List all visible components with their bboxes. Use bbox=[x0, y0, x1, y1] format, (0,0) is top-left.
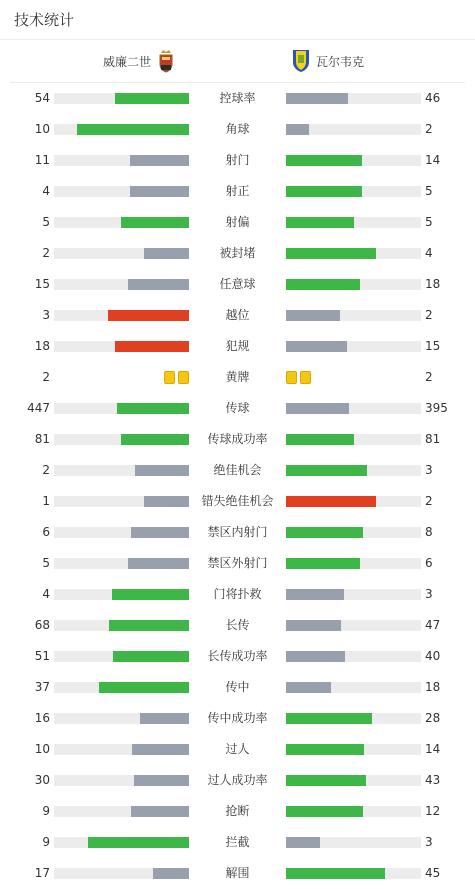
away-stat-bar bbox=[286, 651, 421, 662]
home-stat-value: 4 bbox=[42, 184, 50, 198]
stat-label: 过人 bbox=[225, 742, 250, 756]
away-stat-bar-fill bbox=[286, 713, 372, 724]
home-stat-bar-fill bbox=[113, 651, 189, 662]
home-stat-bar-fill bbox=[121, 217, 189, 228]
stat-row bbox=[0, 331, 475, 362]
home-stat-bar bbox=[54, 682, 189, 693]
away-stat-bar-fill bbox=[286, 682, 331, 693]
home-stat-bar bbox=[54, 93, 189, 104]
home-stat-value: 9 bbox=[42, 804, 50, 818]
away-stat-bar-fill bbox=[286, 186, 362, 197]
home-stat-bar-fill bbox=[77, 124, 189, 135]
away-stat-bar-fill bbox=[286, 403, 349, 414]
stat-label: 被封堵 bbox=[219, 246, 256, 260]
home-stat-value: 2 bbox=[42, 463, 50, 477]
away-stat-bar-fill bbox=[286, 93, 348, 104]
away-stat-value: 18 bbox=[425, 680, 441, 694]
home-stat-bar bbox=[54, 496, 189, 507]
away-stat-bar-fill bbox=[286, 310, 340, 321]
home-stat-value: 11 bbox=[34, 153, 50, 167]
home-stat-bar-fill bbox=[130, 155, 189, 166]
home-stat-bar bbox=[54, 775, 189, 786]
stat-row bbox=[0, 548, 475, 579]
away-team-name: 瓦尔韦克 bbox=[316, 54, 365, 69]
away-stat-value: 5 bbox=[425, 215, 433, 229]
home-stat-value: 18 bbox=[34, 339, 50, 353]
away-stat-bar-fill bbox=[286, 868, 385, 879]
home-stat-value: 10 bbox=[34, 122, 50, 136]
away-stat-value: 43 bbox=[425, 773, 441, 787]
away-stat-value: 40 bbox=[425, 649, 441, 663]
home-stat-bar bbox=[54, 341, 189, 352]
home-team-name: 威廉二世 bbox=[102, 54, 151, 69]
away-stat-value: 2 bbox=[425, 122, 433, 136]
stat-row bbox=[0, 672, 475, 703]
stat-label: 错失绝佳机会 bbox=[201, 494, 274, 508]
away-stat-bar-fill bbox=[286, 248, 376, 259]
home-stat-bar bbox=[54, 558, 189, 569]
rkc-waalwijk-crest-icon bbox=[292, 49, 310, 73]
away-stat-bar bbox=[286, 186, 421, 197]
away-stat-bar bbox=[286, 713, 421, 724]
away-stat-bar bbox=[286, 403, 421, 414]
stat-label: 传中成功率 bbox=[207, 711, 268, 725]
away-stat-value: 14 bbox=[425, 153, 441, 167]
home-stat-bar-fill bbox=[88, 837, 189, 848]
stat-row bbox=[0, 734, 475, 765]
home-stat-bar-fill bbox=[144, 248, 189, 259]
stat-label: 射偏 bbox=[225, 215, 250, 229]
away-stat-bar-fill bbox=[286, 775, 366, 786]
stat-label: 越位 bbox=[225, 308, 250, 322]
home-stat-value: 2 bbox=[42, 370, 50, 384]
home-stat-bar bbox=[54, 217, 189, 228]
stat-row bbox=[0, 827, 475, 858]
away-stat-bar-fill bbox=[286, 341, 347, 352]
away-stat-bar bbox=[286, 868, 421, 879]
home-stat-bar-fill bbox=[140, 713, 189, 724]
away-stat-bar-fill bbox=[286, 651, 345, 662]
home-stat-value: 81 bbox=[34, 432, 50, 446]
stat-label: 射门 bbox=[225, 153, 250, 167]
away-stat-bar bbox=[286, 558, 421, 569]
home-stat-bar-fill bbox=[121, 434, 189, 445]
section-header bbox=[0, 0, 475, 40]
away-stat-bar bbox=[286, 837, 421, 848]
away-stat-value: 4 bbox=[425, 246, 433, 260]
stat-label: 射正 bbox=[225, 184, 250, 198]
stat-row bbox=[0, 610, 475, 641]
home-stat-value: 17 bbox=[34, 866, 50, 880]
away-stat-bar-fill bbox=[286, 496, 376, 507]
stat-label: 任意球 bbox=[219, 277, 256, 291]
stat-row bbox=[0, 424, 475, 455]
away-stat-value: 5 bbox=[425, 184, 433, 198]
yellow-card-icon bbox=[178, 371, 189, 384]
home-stat-value: 9 bbox=[42, 835, 50, 849]
home-stat-bar-fill bbox=[135, 465, 189, 476]
home-stat-value: 6 bbox=[42, 525, 50, 539]
away-stat-bar-fill bbox=[286, 806, 363, 817]
home-stat-bar bbox=[54, 589, 189, 600]
stat-row bbox=[0, 858, 475, 889]
home-stat-value: 1 bbox=[42, 494, 50, 508]
away-stat-bar bbox=[286, 775, 421, 786]
home-stat-value: 54 bbox=[34, 91, 50, 105]
home-stat-bar bbox=[54, 124, 189, 135]
home-team[interactable] bbox=[103, 40, 175, 82]
home-stat-value: 2 bbox=[42, 246, 50, 260]
away-stat-bar bbox=[286, 279, 421, 290]
stat-row bbox=[0, 641, 475, 672]
stat-label: 传中 bbox=[225, 680, 250, 694]
away-stat-bar bbox=[286, 310, 421, 321]
home-stat-bar bbox=[54, 279, 189, 290]
home-stat-bar-fill bbox=[109, 620, 189, 631]
away-stat-bar-fill bbox=[286, 589, 344, 600]
home-stat-bar bbox=[54, 310, 189, 321]
away-stat-bar bbox=[286, 682, 421, 693]
stat-label: 传球成功率 bbox=[207, 432, 268, 446]
home-stat-bar-fill bbox=[115, 93, 189, 104]
home-stat-bar-fill bbox=[134, 775, 189, 786]
willem-ii-crest-icon bbox=[157, 49, 175, 73]
away-stat-bar-fill bbox=[286, 434, 354, 445]
home-stat-bar bbox=[54, 403, 189, 414]
away-stat-bar bbox=[286, 93, 421, 104]
away-stat-value: 395 bbox=[425, 401, 448, 415]
away-stat-value: 3 bbox=[425, 587, 433, 601]
away-stat-bar-fill bbox=[286, 837, 320, 848]
home-stat-value: 51 bbox=[34, 649, 50, 663]
home-stat-value: 447 bbox=[27, 401, 50, 415]
stat-row bbox=[0, 455, 475, 486]
home-stat-value: 5 bbox=[42, 556, 50, 570]
away-stat-value: 3 bbox=[425, 835, 433, 849]
stat-label: 抢断 bbox=[225, 804, 250, 818]
home-stat-bar bbox=[54, 837, 189, 848]
home-stat-bar-fill bbox=[153, 868, 189, 879]
away-stat-bar bbox=[286, 341, 421, 352]
away-stat-bar-fill bbox=[286, 465, 367, 476]
away-stat-value: 15 bbox=[425, 339, 441, 353]
away-stat-bar bbox=[286, 589, 421, 600]
stat-row bbox=[0, 176, 475, 207]
stat-row bbox=[0, 362, 475, 393]
home-stat-value: 3 bbox=[42, 308, 50, 322]
home-stat-value: 16 bbox=[34, 711, 50, 725]
away-stat-bar-fill bbox=[286, 155, 362, 166]
away-stat-bar bbox=[286, 620, 421, 631]
away-stat-bar bbox=[286, 744, 421, 755]
away-stat-value: 8 bbox=[425, 525, 433, 539]
stat-label: 长传 bbox=[225, 618, 250, 632]
away-stat-value: 46 bbox=[425, 91, 441, 105]
stat-label: 黄牌 bbox=[225, 370, 250, 384]
home-stat-bar bbox=[54, 527, 189, 538]
stat-label: 禁区内射门 bbox=[207, 525, 268, 539]
home-stat-bar-fill bbox=[128, 279, 189, 290]
home-stat-value: 10 bbox=[34, 742, 50, 756]
home-yellow-cards bbox=[164, 371, 189, 384]
stat-label: 门将扑救 bbox=[213, 587, 262, 601]
away-stat-value: 28 bbox=[425, 711, 441, 725]
away-stat-bar-fill bbox=[286, 558, 360, 569]
away-stat-value: 45 bbox=[425, 866, 441, 880]
away-stat-bar bbox=[286, 434, 421, 445]
stat-label: 解围 bbox=[225, 866, 250, 880]
stat-row bbox=[0, 238, 475, 269]
stat-label: 角球 bbox=[225, 122, 250, 136]
home-stat-value: 37 bbox=[34, 680, 50, 694]
home-stat-bar bbox=[54, 651, 189, 662]
home-stat-value: 4 bbox=[42, 587, 50, 601]
home-stat-bar bbox=[54, 155, 189, 166]
away-stat-bar-fill bbox=[286, 279, 360, 290]
away-stat-value: 6 bbox=[425, 556, 433, 570]
away-stat-bar bbox=[286, 248, 421, 259]
away-stat-bar-fill bbox=[286, 217, 354, 228]
away-stat-bar bbox=[286, 527, 421, 538]
home-stat-bar bbox=[54, 434, 189, 445]
stat-row bbox=[0, 486, 475, 517]
home-stat-bar-fill bbox=[108, 310, 189, 321]
yellow-card-icon bbox=[286, 371, 297, 384]
home-stat-bar-fill bbox=[144, 496, 189, 507]
away-stat-bar bbox=[286, 124, 421, 135]
stat-label: 绝佳机会 bbox=[213, 463, 262, 477]
away-stat-value: 2 bbox=[425, 370, 433, 384]
stat-label: 禁区外射门 bbox=[207, 556, 268, 570]
away-stat-bar-fill bbox=[286, 124, 309, 135]
away-stat-value: 2 bbox=[425, 308, 433, 322]
away-stat-bar-fill bbox=[286, 744, 364, 755]
stat-row bbox=[0, 517, 475, 548]
stat-row bbox=[0, 393, 475, 424]
stats-list bbox=[0, 83, 475, 889]
home-stat-bar bbox=[54, 744, 189, 755]
stat-label: 长传成功率 bbox=[207, 649, 268, 663]
away-stat-value: 14 bbox=[425, 742, 441, 756]
away-stat-bar-fill bbox=[286, 527, 363, 538]
stat-row bbox=[0, 83, 475, 114]
home-stat-bar-fill bbox=[99, 682, 189, 693]
stat-row bbox=[0, 300, 475, 331]
home-stat-bar bbox=[54, 465, 189, 476]
away-stat-value: 12 bbox=[425, 804, 441, 818]
away-stat-value: 47 bbox=[425, 618, 441, 632]
away-stat-value: 81 bbox=[425, 432, 441, 446]
away-stat-bar bbox=[286, 155, 421, 166]
stat-row bbox=[0, 579, 475, 610]
stat-label: 传球 bbox=[225, 401, 250, 415]
yellow-card-icon bbox=[164, 371, 175, 384]
home-stat-value: 15 bbox=[34, 277, 50, 291]
stat-row bbox=[0, 765, 475, 796]
teams-bar bbox=[10, 40, 465, 83]
stat-row bbox=[0, 269, 475, 300]
home-stat-value: 68 bbox=[34, 618, 50, 632]
away-stat-bar-fill bbox=[286, 620, 341, 631]
home-stat-bar-fill bbox=[132, 744, 189, 755]
home-stat-bar-fill bbox=[115, 341, 189, 352]
away-team[interactable] bbox=[292, 40, 364, 82]
stat-row bbox=[0, 114, 475, 145]
away-stat-value: 3 bbox=[425, 463, 433, 477]
home-stat-bar-fill bbox=[117, 403, 189, 414]
away-stat-value: 18 bbox=[425, 277, 441, 291]
away-stat-bar bbox=[286, 496, 421, 507]
stat-label: 拦截 bbox=[225, 835, 250, 849]
away-stat-bar bbox=[286, 465, 421, 476]
home-stat-bar-fill bbox=[128, 558, 189, 569]
home-stat-value: 30 bbox=[34, 773, 50, 787]
home-stat-bar bbox=[54, 186, 189, 197]
stat-row bbox=[0, 703, 475, 734]
stat-row bbox=[0, 796, 475, 827]
stat-label: 控球率 bbox=[219, 91, 256, 105]
home-stat-bar-fill bbox=[112, 589, 189, 600]
away-yellow-cards bbox=[286, 371, 311, 384]
stat-row bbox=[0, 145, 475, 176]
stat-label: 犯规 bbox=[225, 339, 250, 353]
section-title: 技术统计 bbox=[14, 11, 75, 29]
stat-row bbox=[0, 207, 475, 238]
home-stat-bar bbox=[54, 248, 189, 259]
home-stat-bar bbox=[54, 620, 189, 631]
away-stat-bar bbox=[286, 217, 421, 228]
home-stat-value: 5 bbox=[42, 215, 50, 229]
yellow-card-icon bbox=[300, 371, 311, 384]
home-stat-bar bbox=[54, 713, 189, 724]
stat-label: 过人成功率 bbox=[207, 773, 268, 787]
home-stat-bar-fill bbox=[131, 806, 189, 817]
home-stat-bar-fill bbox=[131, 527, 189, 538]
home-stat-bar bbox=[54, 806, 189, 817]
home-stat-bar-fill bbox=[130, 186, 189, 197]
away-stat-value: 2 bbox=[425, 494, 433, 508]
home-stat-bar bbox=[54, 868, 189, 879]
away-stat-bar bbox=[286, 806, 421, 817]
